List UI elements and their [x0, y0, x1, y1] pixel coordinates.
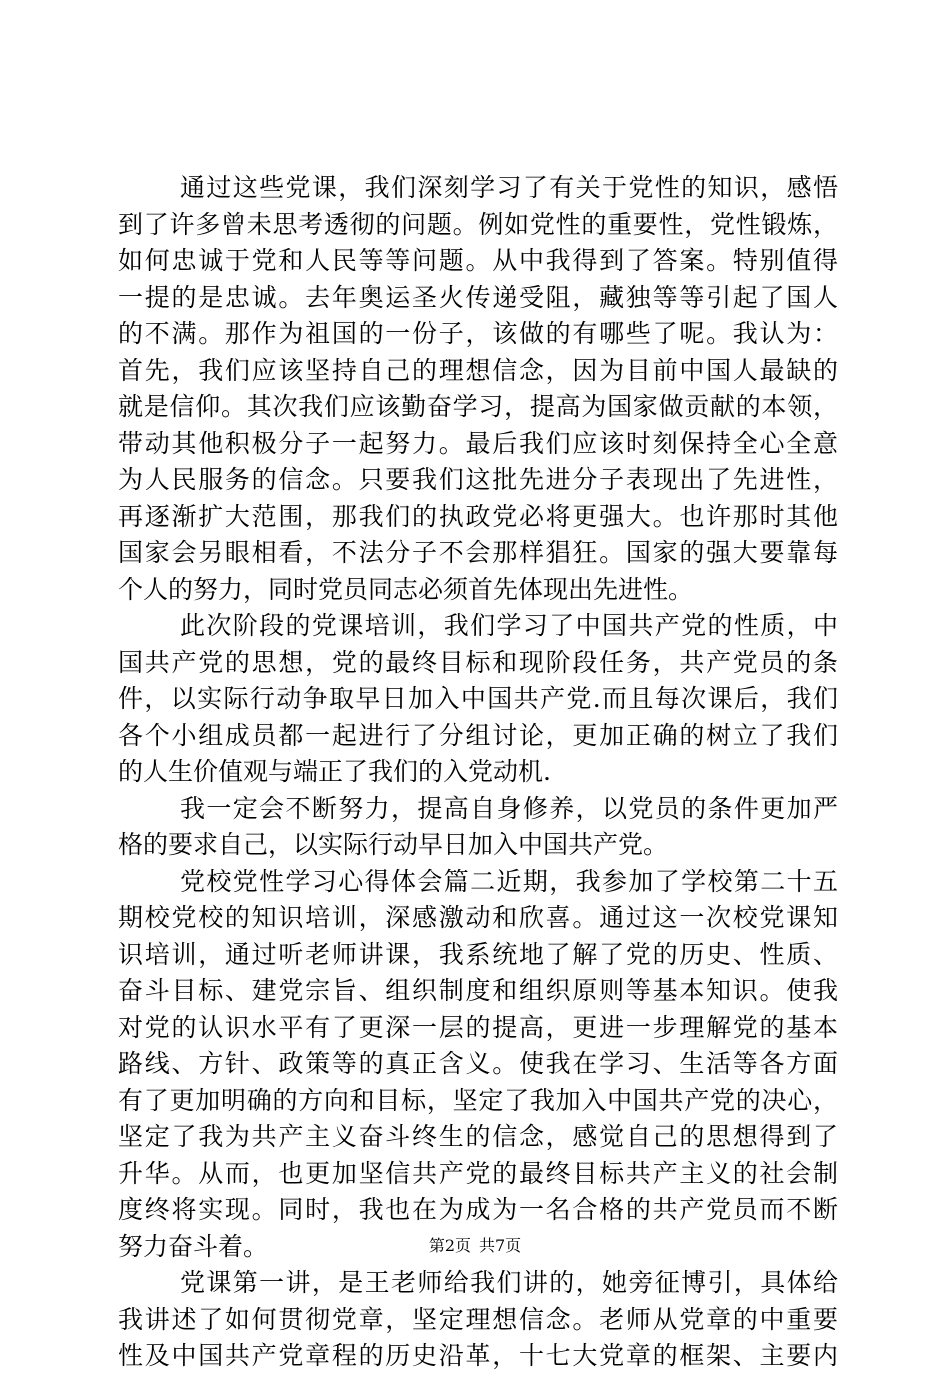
text-line: 为人民服务的信念。只要我们这批先进分子表现出了先进性， [118, 465, 838, 494]
text-line: 性及中国共产党章程的历史沿革，十七大党章的框架、主要内 [118, 1341, 838, 1370]
text-line: 的不满。那作为祖国的一份子，该做的有哪些了呢。我认为： [118, 319, 838, 348]
text-line: 党校党性学习心得体会篇二近期，我参加了学校第二十五 [180, 866, 838, 896]
text-line: 格的要求自己，以实际行动早日加入中国共产党。 [118, 830, 669, 859]
text-line: 件，以实际行动争取早日加入中国共产党.而且每次课后，我们 [118, 684, 838, 713]
text-line: 我一定会不断努力，提高自身修养，以党员的条件更加严 [180, 793, 838, 823]
text-line: 如何忠诚于党和人民等等问题。从中我得到了答案。特别值得 [118, 246, 838, 275]
page-total: 共7页 [479, 1236, 522, 1255]
text-line: 坚定了我为共产主义奋斗终生的信念，感觉自己的思想得到了 [118, 1122, 838, 1151]
text-line: 升华。从而，也更加坚信共产党的最终目标共产主义的社会制 [118, 1158, 838, 1188]
text-line: 期校党校的知识培训，深感激动和欣喜。通过这一次校党课知 [118, 903, 838, 932]
text-line: 党课第一讲，是王老师给我们讲的，她旁征博引，具体给 [180, 1268, 838, 1297]
text-line: 对党的认识水平有了更深一层的提高，更进一步理解党的基本 [118, 1012, 838, 1042]
page-footer [0, 1236, 950, 1256]
text-line: 首先，我们应该坚持自己的理想信念，因为目前中国人最缺的 [118, 355, 838, 385]
text-line: 有了更加明确的方向和目标，坚定了我加入中国共产党的决心， [118, 1085, 838, 1115]
text-line: 再逐渐扩大范围，那我们的执政党必将更强大。也许那时其他 [118, 501, 838, 531]
text-line: 度终将实现。同时，我也在为成为一名合格的共产党员而不断 [118, 1195, 838, 1224]
text-line: 识培训，通过听老师讲课，我系统地了解了党的历史、性质、 [118, 939, 838, 969]
text-line: 此次阶段的党课培训，我们学习了中国共产党的性质，中 [180, 611, 838, 640]
text-line: 就是信仰。其次我们应该勤奋学习，提高为国家做贡献的本领， [118, 392, 838, 421]
text-line: 通过这些党课，我们深刻学习了有关于党性的知识，感悟 [180, 173, 838, 202]
text-line: 我讲述了如何贯彻党章，坚定理想信念。老师从党章的中重要 [118, 1304, 838, 1334]
text-line: 路线、方针、政策等的真正含义。使我在学习、生活等各方面 [118, 1049, 838, 1078]
text-line: 各个小组成员都一起进行了分组讨论，更加正确的树立了我们 [118, 720, 838, 750]
text-line: 一提的是忠诚。去年奥运圣火传递受阻，藏独等等引起了国人 [118, 282, 838, 312]
text-line: 努力奋斗着。 [118, 1231, 269, 1261]
text-line: 到了许多曾未思考透彻的问题。例如党性的重要性，党性锻炼， [118, 209, 838, 239]
text-line: 个人的努力，同时党员同志必须首先体现出先进性。 [118, 574, 694, 604]
text-line: 的人生价值观与端正了我们的入党动机. [118, 757, 551, 786]
document-body [118, 170, 838, 1375]
text-line: 带动其他积极分子一起努力。最后我们应该时刻保持全心全意 [118, 428, 838, 458]
text-line: 国共产党的思想，党的最终目标和现阶段任务，共产党员的条 [118, 647, 838, 677]
page-number: 第2页 [428, 1236, 471, 1255]
text-line: 奋斗目标、建党宗旨、组织制度和组织原则等基本知识。使我 [118, 976, 838, 1005]
text-line: 国家会另眼相看，不法分子不会那样猖狂。国家的强大要靠每 [118, 538, 838, 567]
